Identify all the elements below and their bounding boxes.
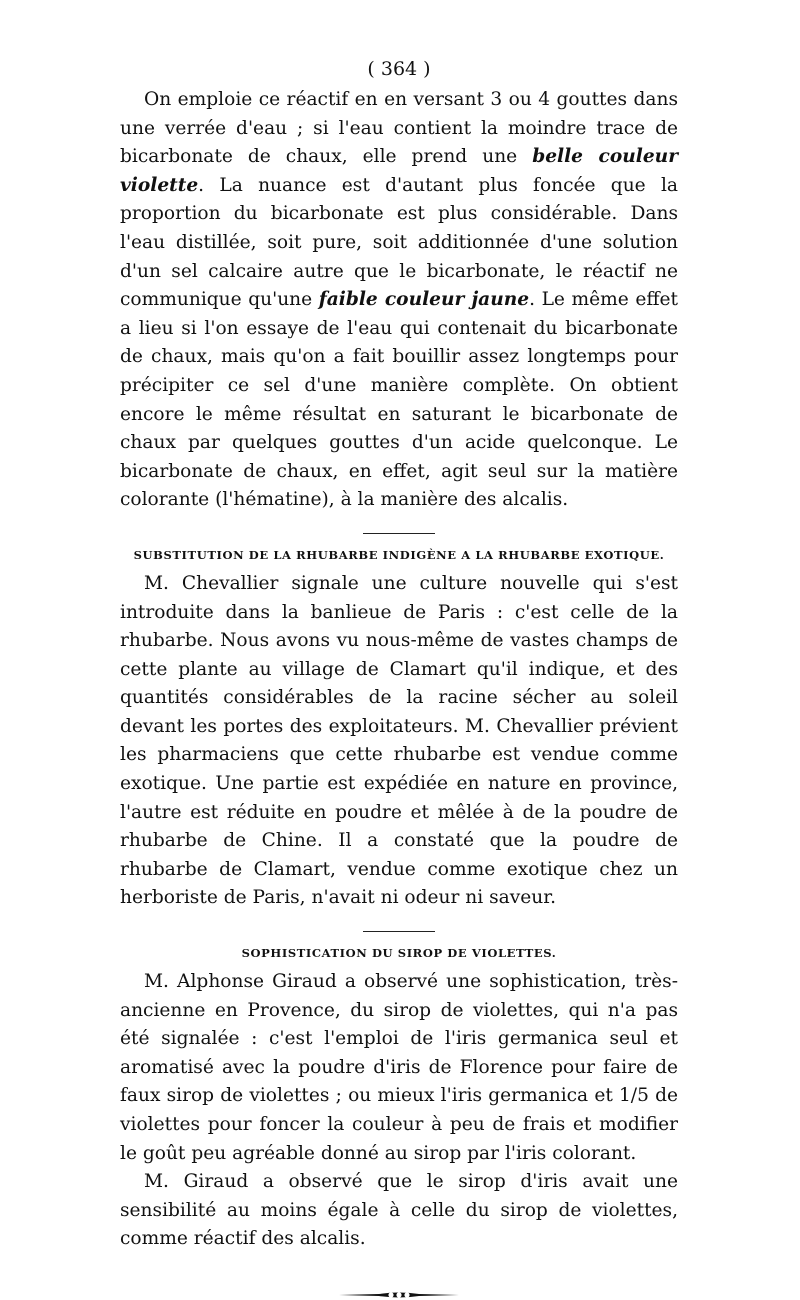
paragraph-reagent-text-3: . Le même effet a lieu si l'on essaye de l'eau qui contenait du bicarbonate de chaux, mais qu'on a fait bouillir assez longtemps pour précipiter ce sel d'une manière complète. On obtient encore le même résultat en saturant le bicarbonate de chaux par quelques gouttes d'un acide quelconque. Le bicarbonate de chaux, en effet, agit seul sur la matière colorante (l'hématine), à la manière des alcalis. bbox=[120, 289, 679, 511]
paragraph-rhubarb: M. Chevallier signale une culture nouvelle qui s'est introduite dans la banlieue de Paris : c'est celle de la rhubarbe. Nous avons vu nous-même de vastes champs de cette plante au village de Clamart qu'il indique, et des quantités considérables de la racine sécher au soleil devant les portes des exploitateurs. M. Chevallier prévient les pharmaciens que cette rhubarbe est vendue comme exotique. Une partie est expédiée en nature en province, l'autre est réduite en poudre et mêlée à de la poudre de rhubarbe de Chine. Il a constaté que la poudre de rhubarbe de Clamart, vendue comme exotique chez un herboriste de Paris, n'avait ni odeur ni saveur. bbox=[120, 572, 678, 909]
paragraph-reagent-text-1: On emploie ce réactif en en versant 3 ou 4 gouttes dans une verrée d'eau ; si l'eau contient la moindre trace de bicarbonate de chaux, elle prend une bbox=[120, 89, 678, 168]
paragraph-reagent-text-2: . La nuance est d'autant plus foncée que la proportion du bicarbonate est plus considérable. Dans l'eau distillée, soit pure, soit additionnée d'une solution d'un sel calcaire autre que le bicarbonate, le réactif ne communique qu'une bbox=[120, 174, 678, 311]
section-divider bbox=[363, 931, 435, 932]
emphasis-yellow-color: faible couleur jaune bbox=[318, 289, 530, 311]
page-number: ( 364 ) bbox=[367, 58, 431, 80]
emphasis-violet-color: belle couleur violette bbox=[120, 146, 678, 196]
paragraph-violet-syrup-1: M. Alphonse Giraud a observé une sophistication, très-ancienne en Provence, du sirop de violettes, qui n'a pas été signalée : c'est l'emploi de l'iris germanica seul et aromatisé avec la poudre d'iris de Florence pour faire de faux sirop de violettes ; ou mieux l'iris germanica et 1/5 de violettes pour foncer la couleur à peu de frais et modifier le goût peu agréable donné au sirop par l'iris colorant. bbox=[120, 971, 678, 1164]
section-divider bbox=[363, 533, 435, 534]
page bbox=[120, 58, 678, 1300]
paragraph-reagent bbox=[120, 86, 678, 515]
end-ornament-icon bbox=[339, 1290, 459, 1300]
section-title-violet-syrup: SOPHISTICATION DU SIROP DE VIOLETTES. bbox=[241, 946, 557, 961]
section-title-rhubarb: SUBSTITUTION DE LA RHUBARBE INDIGÈNE A LA RHUBARBE EXOTIQUE. bbox=[133, 547, 665, 562]
paragraph-violet-syrup-2: M. Giraud a observé que le sirop d'iris avait une sensibilité au moins égale à celle du sirop de violettes, comme réactif des alcalis. bbox=[120, 1171, 678, 1250]
